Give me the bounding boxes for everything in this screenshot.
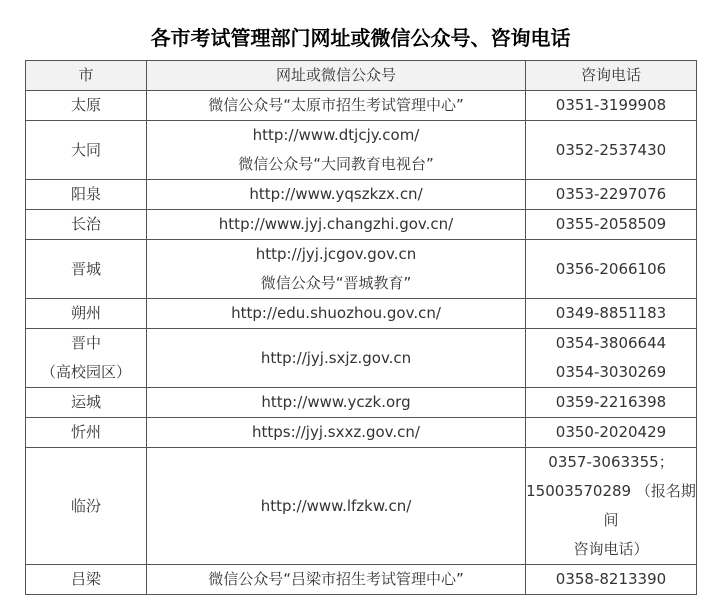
city-cell [26, 388, 147, 418]
city-cell [26, 180, 147, 210]
city-name: 运城 [70, 393, 101, 411]
header-phone: 咨询电话 [526, 61, 697, 91]
city-name: 阳泉 [70, 185, 101, 203]
website-text: 微信公众号“晋城教育” [260, 274, 412, 292]
table-row [26, 180, 697, 210]
phone-text: 咨询电话） [573, 540, 649, 558]
table-row [26, 388, 697, 418]
website-cell [147, 240, 526, 299]
table-body [26, 91, 697, 595]
phone-cell [526, 180, 697, 210]
phone-text: 0354-3806644 [555, 334, 667, 352]
website-text: http://www.jyj.changzhi.gov.cn/ [218, 215, 454, 233]
city-name: 朔州 [70, 304, 101, 322]
city-cell [26, 91, 147, 121]
website-text: http://jyj.sxjz.gov.cn [260, 348, 412, 367]
phone-cell [526, 329, 697, 388]
website-cell [147, 448, 526, 565]
table-row [26, 565, 697, 595]
website-text: 微信公众号“吕梁市招生考试管理中心” [208, 570, 464, 588]
city-name: 晋中 [70, 334, 101, 352]
phone-cell [526, 299, 697, 329]
city-name: 太原 [70, 96, 101, 114]
phone-text: 0350-2020429 [555, 423, 667, 441]
phone-text: 0355-2058509 [555, 215, 667, 233]
city-cell [26, 418, 147, 448]
phone-cell [526, 418, 697, 448]
website-text: http://www.yqszkzx.cn/ [249, 185, 423, 203]
city-cell [26, 565, 147, 595]
phone-text: 0353-2297076 [555, 185, 667, 203]
city-cell [26, 329, 147, 388]
header-website: 网址或微信公众号 [147, 61, 526, 91]
table-row [26, 121, 697, 180]
phone-text: 0357-3063355； [548, 453, 674, 471]
page-title: 各市考试管理部门网址或微信公众号、咨询电话 [150, 26, 571, 50]
website-cell [147, 121, 526, 180]
website-text: 微信公众号“大同教育电视台” [238, 155, 434, 173]
contact-table [25, 60, 697, 595]
phone-cell [526, 565, 697, 595]
table-row [26, 329, 697, 388]
city-cell [26, 448, 147, 565]
table-row [26, 448, 697, 565]
phone-cell [526, 121, 697, 180]
website-text: https://jyj.sxxz.gov.cn/ [252, 423, 420, 441]
city-name: 临汾 [70, 496, 101, 515]
table-row [26, 418, 697, 448]
website-cell [147, 329, 526, 388]
phone-text: 0351-3199908 [555, 96, 667, 114]
website-cell [147, 388, 526, 418]
city-name: 吕梁 [70, 570, 101, 588]
city-name: 忻州 [70, 423, 101, 441]
website-text: http://www.dtjcjy.com/ [252, 126, 420, 144]
header-city: 市 [26, 61, 147, 91]
phone-text: 0349-8851183 [555, 304, 667, 322]
website-text: 微信公众号“太原市招生考试管理中心” [208, 96, 464, 114]
phone-text: 15003570289 （报名期间 [526, 482, 696, 529]
phone-text: 0354-3030269 [555, 363, 667, 381]
table-row [26, 91, 697, 121]
phone-cell [526, 210, 697, 240]
phone-cell [526, 388, 697, 418]
city-cell [26, 240, 147, 299]
website-cell [147, 180, 526, 210]
table-header-row [26, 61, 697, 91]
website-cell [147, 210, 526, 240]
table-row [26, 210, 697, 240]
city-name: 大同 [70, 140, 101, 159]
city-cell [26, 299, 147, 329]
website-cell [147, 91, 526, 121]
website-text: http://www.yczk.org [261, 393, 411, 411]
website-cell [147, 299, 526, 329]
city-name: 晋城 [70, 259, 101, 278]
website-cell [147, 418, 526, 448]
city-cell [26, 121, 147, 180]
phone-cell [526, 240, 697, 299]
phone-text: 0358-8213390 [555, 570, 667, 588]
phone-text: 0359-2216398 [555, 393, 667, 411]
phone-text: 0352-2537430 [555, 140, 667, 159]
phone-cell [526, 448, 697, 565]
table-row [26, 299, 697, 329]
phone-text: 0356-2066106 [555, 259, 667, 278]
website-text: http://www.lfzkw.cn/ [260, 496, 412, 515]
website-text: http://jyj.jcgov.gov.cn [255, 245, 417, 263]
website-cell [147, 565, 526, 595]
city-cell [26, 210, 147, 240]
city-name: （高校园区） [40, 363, 131, 381]
city-name: 长治 [70, 215, 101, 233]
phone-cell [526, 91, 697, 121]
website-text: http://edu.shuozhou.gov.cn/ [231, 304, 441, 322]
table-row [26, 240, 697, 299]
